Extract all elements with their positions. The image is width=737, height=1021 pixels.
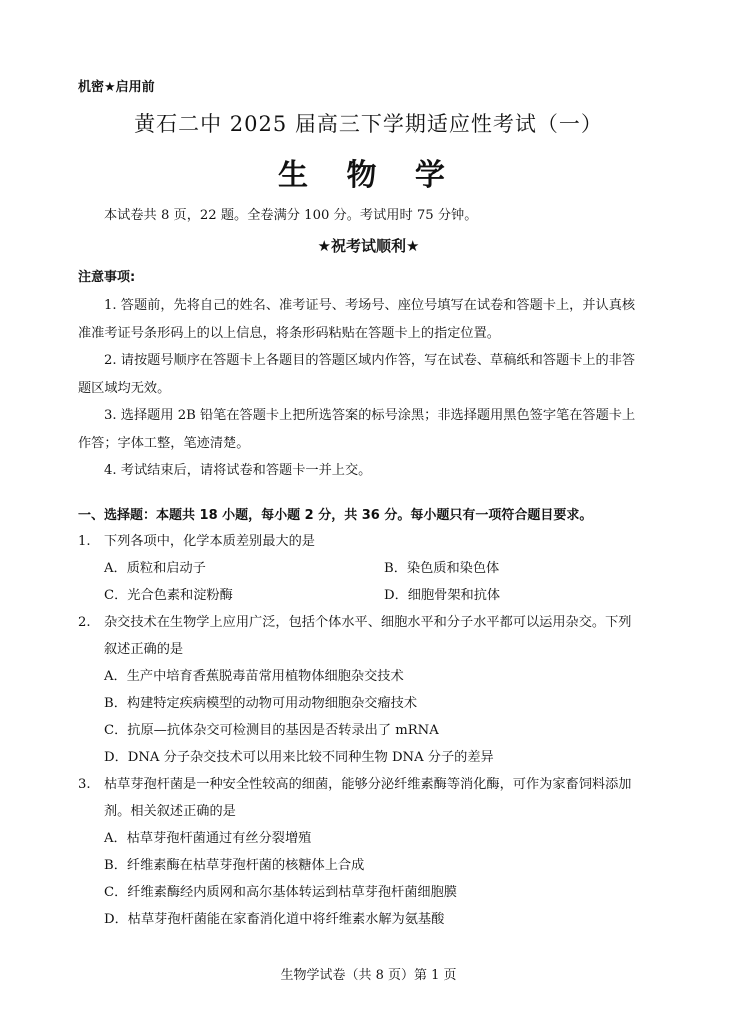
question-stem-line-2: 叙述正确的是 bbox=[104, 642, 184, 657]
exam-title: 黄石二中 2025 届高三下学期适应性考试（一） bbox=[134, 112, 603, 136]
notice-item-1-line-2: 准准考证号条形码上的以上信息，将条形码粘贴在答题卡上的指定位置。 bbox=[78, 326, 500, 341]
subject-title: 生 物 学 bbox=[278, 158, 459, 193]
option-d: D．DNA 分子杂交技术可以用来比较不同种生物 DNA 分子的差异 bbox=[104, 750, 494, 765]
question-stem: 下列各项中，化学本质差别最大的是 bbox=[104, 534, 315, 549]
notice-item-2-line-2: 题区域均无效。 bbox=[78, 381, 171, 396]
notice-item-3-line-2: 作答；字体工整，笔迹清楚。 bbox=[78, 436, 250, 451]
notice-heading: 注意事项: bbox=[78, 270, 136, 285]
question-number: 2. bbox=[78, 615, 91, 630]
exam-intro: 本试卷共 8 页，22 题。全卷满分 100 分。考试用时 75 分钟。 bbox=[104, 208, 478, 223]
option-b: B．染色质和染色体 bbox=[384, 561, 500, 576]
question-number: 3. bbox=[78, 777, 91, 792]
option-b: B．构建特定疾病模型的动物可用动物细胞杂交瘤技术 bbox=[104, 696, 418, 711]
question-stem-line-2: 剂。相关叙述正确的是 bbox=[104, 804, 236, 819]
page-footer: 生物学试卷（共 8 页）第 1 页 bbox=[280, 968, 457, 983]
option-c: C．抗原—抗体杂交可检测目的基因是否转录出了 mRNA bbox=[104, 723, 439, 738]
notice-item-3-line-1: 3. 选择题用 2B 铅笔在答题卡上把所选答案的标号涂黑；非选择题用黑色签字笔在答题卡上 bbox=[104, 408, 636, 423]
good-luck-banner: ★祝考试顺利★ bbox=[317, 237, 420, 255]
option-a: A．质粒和启动子 bbox=[104, 561, 206, 576]
question-stem-line-1: 枯草芽孢杆菌是一种安全性较高的细菌，能够分泌纤维素酶等消化酶，可作为家畜饲料添加 bbox=[104, 777, 632, 792]
question-number: 1. bbox=[78, 534, 91, 549]
option-c: C．光合色素和淀粉酶 bbox=[104, 588, 233, 603]
option-b: B．纤维素酶在枯草芽孢杆菌的核糖体上合成 bbox=[104, 858, 365, 873]
option-a: A．枯草芽孢杆菌通过有丝分裂增殖 bbox=[104, 831, 312, 846]
option-a: A．生产中培育香蕉脱毒苗常用植物体细胞杂交技术 bbox=[104, 669, 404, 684]
option-c: C．纤维素酶经内质网和高尔基体转运到枯草芽孢杆菌细胞膜 bbox=[104, 885, 457, 900]
option-d: D．枯草芽孢杆菌能在家畜消化道中将纤维素水解为氨基酸 bbox=[104, 912, 445, 927]
confidential-mark: 机密★启用前 bbox=[78, 80, 155, 95]
option-d: D．细胞骨架和抗体 bbox=[384, 588, 501, 603]
section-1-heading: 一、选择题：本题共 18 小题，每小题 2 分，共 36 分。每小题只有一项符合题目要求。 bbox=[78, 508, 593, 523]
notice-item-2-line-1: 2. 请按题号顺序在答题卡上各题目的答题区域内作答，写在试卷、草稿纸和答题卡上的非答 bbox=[104, 353, 636, 368]
question-stem-line-1: 杂交技术在生物学上应用广泛，包括个体水平、细胞水平和分子水平都可以运用杂交。下列 bbox=[104, 615, 632, 630]
notice-item-1-line-1: 1. 答题前，先将自己的姓名、准考证号、考场号、座位号填写在试卷和答题卡上，并认真核 bbox=[104, 298, 636, 313]
notice-item-4: 4. 考试结束后，请将试卷和答题卡一并上交。 bbox=[104, 463, 372, 478]
